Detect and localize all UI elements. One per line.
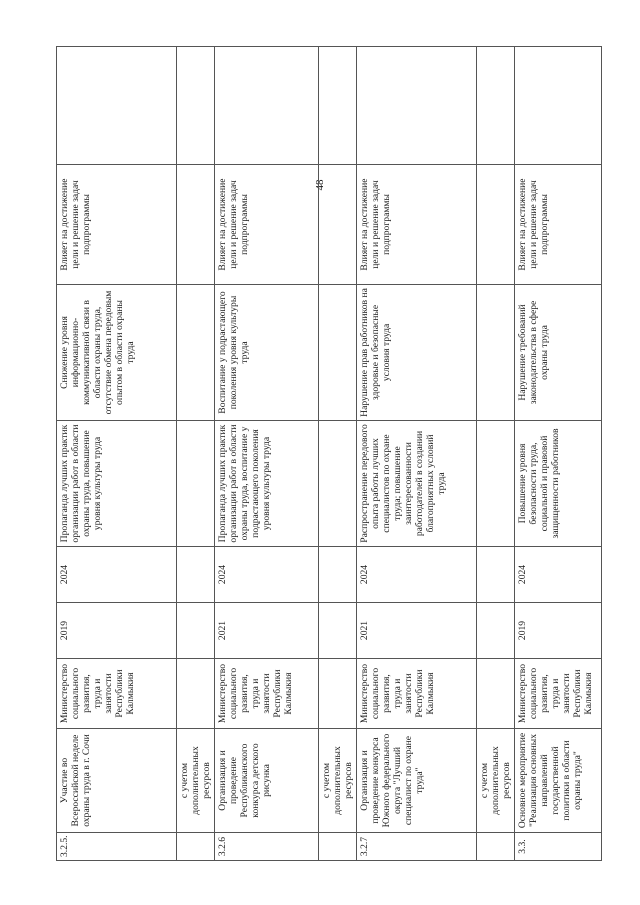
item-blank-cell bbox=[215, 47, 319, 165]
funding-blank-cell bbox=[177, 165, 215, 285]
item-executor: Министерство социального развития, труда и занятости Республики Калмыкия bbox=[357, 659, 477, 729]
funding-row bbox=[477, 47, 515, 861]
funding-label: с учетом дополнительных ресурсов bbox=[477, 729, 515, 833]
funding-blank-cell bbox=[177, 659, 215, 729]
funding-blank-cell bbox=[477, 603, 515, 659]
program-table bbox=[56, 46, 602, 861]
item-result: Распространение передового опыта работы лучших специалистов по охране труда; повышение заинтересованности работодателей в создании благоприятных условий труда bbox=[357, 421, 477, 547]
funding-blank-cell bbox=[177, 547, 215, 603]
item-number: 3.2.5. bbox=[57, 833, 177, 861]
item-number: 3.3. bbox=[515, 833, 602, 861]
funding-blank-cell bbox=[177, 603, 215, 659]
funding-blank-cell bbox=[477, 285, 515, 421]
funding-num-cell bbox=[177, 833, 215, 861]
item-name: Организация и проведение Республиканского конкурса детского рисунка bbox=[215, 729, 319, 833]
funding-num-cell bbox=[477, 833, 515, 861]
funding-blank-cell bbox=[477, 547, 515, 603]
item-end-year: 2024 bbox=[57, 547, 177, 603]
funding-blank-cell bbox=[477, 47, 515, 165]
table-row bbox=[215, 47, 319, 861]
item-result: Пропаганда лучших практик организации работ в области охраны труда, повышение уровня культуры труда bbox=[57, 421, 177, 547]
item-risk: Воспитание у подрастающего поколения уровня культуры труда bbox=[215, 285, 319, 421]
rotated-page bbox=[56, 47, 594, 861]
item-result: Пропаганда лучших практик организации работ в области охраны труда, воспитание у подрастающего поколения уровня культуры труда bbox=[215, 421, 319, 547]
funding-blank-cell bbox=[319, 603, 357, 659]
item-start-year: 2019 bbox=[515, 603, 602, 659]
item-risk: Нарушение требований законодательства в сфере охраны труда bbox=[515, 285, 602, 421]
funding-blank-cell bbox=[477, 165, 515, 285]
table-row bbox=[357, 47, 477, 861]
item-end-year: 2024 bbox=[515, 547, 602, 603]
funding-blank-cell bbox=[319, 285, 357, 421]
funding-blank-cell bbox=[319, 165, 357, 285]
item-blank-cell bbox=[57, 47, 177, 165]
item-name: Участие во Всероссийской неделе охраны труда в г. Сочи bbox=[57, 729, 177, 833]
item-link: Влияет на достижение цели и решение задач подпрограммы bbox=[515, 165, 602, 285]
funding-blank-cell bbox=[177, 47, 215, 165]
item-blank-cell bbox=[357, 47, 477, 165]
funding-row bbox=[177, 47, 215, 861]
item-end-year: 2024 bbox=[357, 547, 477, 603]
funding-label: с учетом дополнительных ресурсов bbox=[177, 729, 215, 833]
funding-row bbox=[319, 47, 357, 861]
funding-blank-cell bbox=[319, 547, 357, 603]
item-blank-cell bbox=[515, 47, 602, 165]
item-start-year: 2021 bbox=[357, 603, 477, 659]
item-executor: Министерство социального развития, труда и занятости Республики Калмыкия bbox=[57, 659, 177, 729]
funding-num-cell bbox=[319, 833, 357, 861]
funding-blank-cell bbox=[177, 285, 215, 421]
item-start-year: 2021 bbox=[215, 603, 319, 659]
funding-blank-cell bbox=[477, 421, 515, 547]
item-end-year: 2024 bbox=[215, 547, 319, 603]
page-number: 48 bbox=[314, 179, 326, 191]
item-executor: Министерство социального развития, труда и занятости Республики Калмыкия bbox=[515, 659, 602, 729]
funding-label: с учетом дополнительных ресурсов bbox=[319, 729, 357, 833]
item-risk: Снижение уровня информационно-коммуникативной связи в области охраны труда, отсутствие обмена передовым опытом в области охраны труда bbox=[57, 285, 177, 421]
item-start-year: 2019 bbox=[57, 603, 177, 659]
item-executor: Министерство социального развития, труда и занятости Республики Калмыкия bbox=[215, 659, 319, 729]
funding-blank-cell bbox=[319, 421, 357, 547]
item-result: Повышение уровня безопасности труда, социальной и правовой защищенности работников bbox=[515, 421, 602, 547]
item-link: Влияет на достижение цели и решение задач подпрограммы bbox=[215, 165, 319, 285]
funding-blank-cell bbox=[319, 659, 357, 729]
table-row bbox=[515, 47, 602, 861]
item-number: 3.2.6 bbox=[215, 833, 319, 861]
item-name: Организация и проведение конкурса Южного федерального округа "Лучший специалист по охране труда" bbox=[357, 729, 477, 833]
funding-blank-cell bbox=[319, 47, 357, 165]
item-name: Основное мероприятие "Реализация основных направлений государственной политики в области охраны труда" bbox=[515, 729, 602, 833]
funding-blank-cell bbox=[177, 421, 215, 547]
item-risk: Нарушение прав работников на здоровые и безопасные условия труда bbox=[357, 285, 477, 421]
item-link: Влияет на достижение цели и решение задач подпрограммы bbox=[357, 165, 477, 285]
item-link: Влияет на достижение цели и решение задач подпрограммы bbox=[57, 165, 177, 285]
funding-blank-cell bbox=[477, 659, 515, 729]
item-number: 3.2.7 bbox=[357, 833, 477, 861]
table-row bbox=[57, 47, 177, 861]
